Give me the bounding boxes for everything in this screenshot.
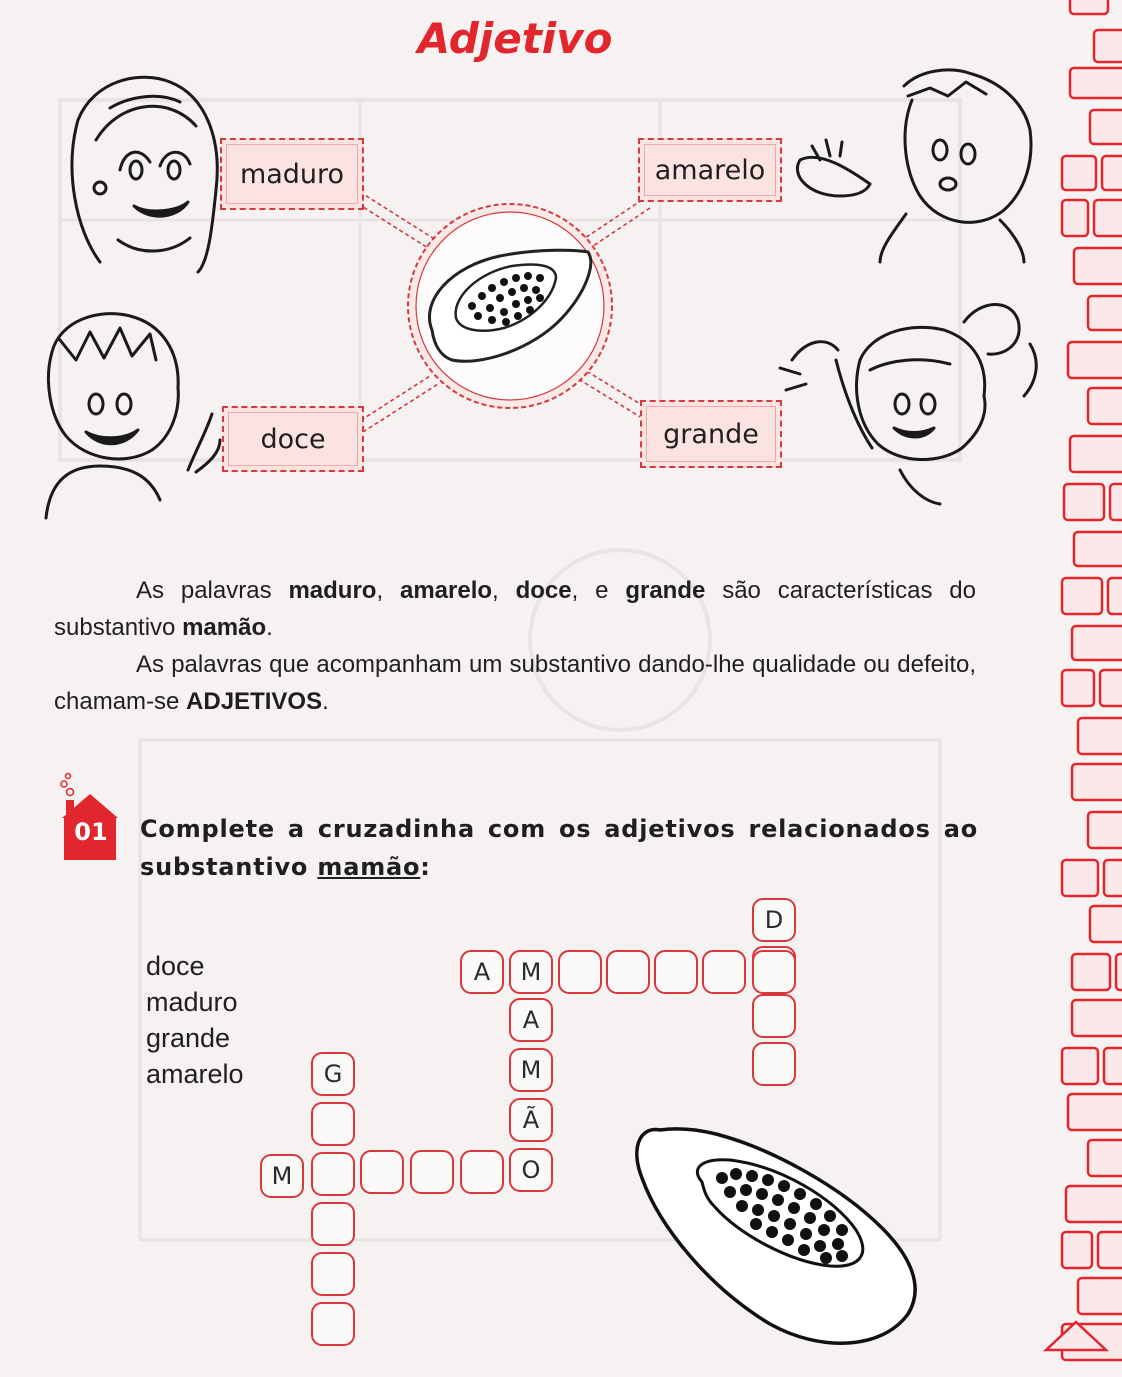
adjective-label: amarelo [654, 154, 766, 186]
crossword-cell[interactable]: A [509, 998, 553, 1042]
crossword-cell[interactable] [654, 950, 698, 994]
crossword-cell[interactable] [311, 1202, 355, 1246]
crossword-cell[interactable]: M [509, 950, 553, 994]
crossword-cell[interactable] [558, 950, 602, 994]
crossword-cell[interactable]: M [260, 1154, 304, 1198]
crossword-cell[interactable] [460, 1150, 504, 1194]
adjective-label: maduro [239, 158, 345, 190]
crossword-cell[interactable] [752, 994, 796, 1038]
papaya-adjective-diagram [0, 0, 1060, 540]
adjective-box-maduro [220, 138, 364, 210]
girl-character-top-left [72, 77, 217, 272]
crossword-cell[interactable] [311, 1302, 355, 1346]
crossword-cell[interactable] [311, 1152, 355, 1196]
adjective-box-grande [640, 400, 782, 468]
crossword-cell[interactable]: D [752, 898, 796, 942]
word-bank-item: doce [146, 951, 205, 981]
adjective-label: grande [663, 418, 759, 450]
crossword-cell[interactable] [360, 1150, 404, 1194]
crossword-cell[interactable] [410, 1150, 454, 1194]
crossword-cell[interactable] [752, 950, 796, 994]
word-bank-item: maduro [146, 987, 238, 1017]
crossword-cell[interactable]: G [311, 1052, 355, 1096]
crossword-cell[interactable]: M [509, 1048, 553, 1092]
girl-character-bottom-right [780, 304, 1036, 504]
exercise-instruction: Complete a cruzadinha com os adjetivos relacionados ao substantivo mamão: [140, 815, 978, 881]
crossword-cell[interactable]: Ã [509, 1098, 553, 1142]
word-bank-item: amarelo [146, 1059, 244, 1089]
page-title: Adjetivo [417, 14, 613, 63]
crossword-cell[interactable] [752, 1042, 796, 1086]
exercise-number: 01 [74, 818, 108, 846]
crossword-cell[interactable] [311, 1252, 355, 1296]
exercise-house-badge-icon [54, 772, 126, 862]
explanation-paragraph-2: As palavras que acompanham um substantivo dando-lhe qualidade ou defeito, chamam-se ADJETIVOS. [54, 651, 976, 715]
boy-character-top-right [797, 70, 1031, 262]
crossword-cell[interactable] [606, 950, 650, 994]
word-bank-item: grande [146, 1023, 231, 1053]
crossword-cell[interactable]: A [460, 950, 504, 994]
explanation-paragraph-1: As palavras maduro, amarelo, doce, e grande são características do substantivo mamão. [54, 577, 977, 641]
adjective-box-doce [222, 406, 364, 472]
adjective-box-amarelo [638, 138, 782, 202]
papaya-half-large-icon [620, 1118, 920, 1350]
crossword-cell[interactable] [311, 1102, 355, 1146]
crossword-cell[interactable] [702, 950, 746, 994]
boy-character-bottom-left [46, 314, 220, 518]
word-bank [146, 948, 244, 1092]
crossword-cell[interactable]: O [509, 1148, 553, 1192]
adjective-label: doce [260, 423, 326, 455]
